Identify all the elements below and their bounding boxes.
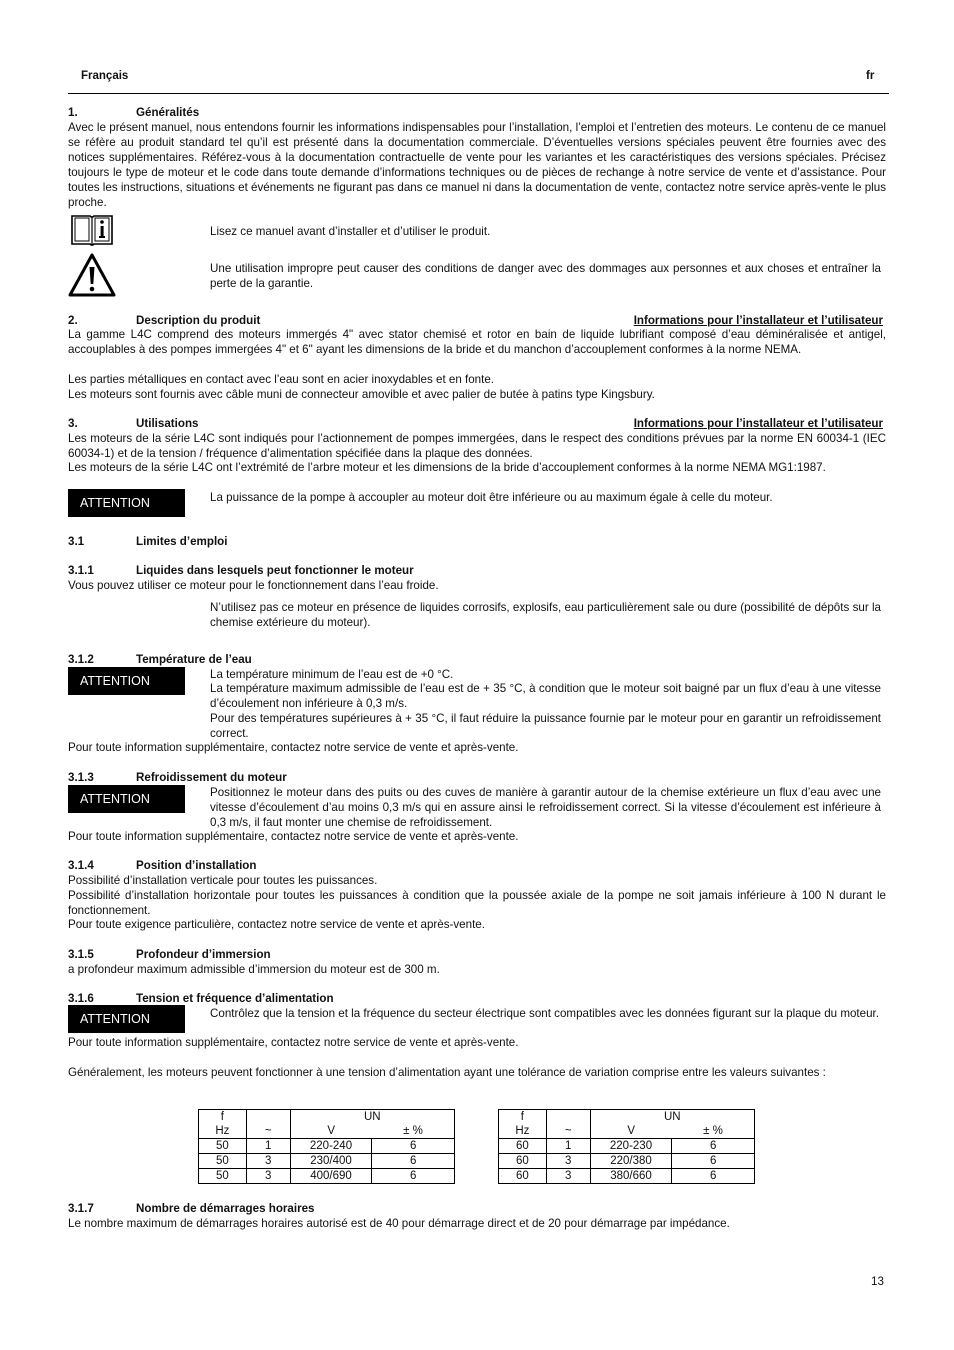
section-number: 3.1.5 [68,948,94,961]
section-number: 1. [68,106,78,119]
section-title: Limites d’emploi [136,535,228,548]
cell-tolerance: 6 [672,1169,755,1184]
attention-badge: ATTENTION [68,667,185,695]
section-number: 3.1.2 [68,653,94,666]
head-un: UN [590,1110,754,1125]
cell-voltage: 400/690 [290,1169,372,1184]
section-2-p2: Les parties métalliques en contact avec l’eau sont en acier inoxydables et en fonte. [68,373,495,386]
section-3-1-heading [68,534,886,549]
cell-phase: 3 [546,1154,590,1169]
cell-tolerance: 6 [672,1139,755,1154]
section-3-1-6-heading [68,991,886,1006]
section-number: 3.1.1 [68,564,94,577]
section-2-p1: La gamme L4C comprend des moteurs immergés 4" avec stator chemisé et rotor en bain de liquide lubrifiant composé d’eau déminéralisée et antigel, accouplables à des pompes immergées 4" et 6" ayant les dimensions de la bride et du manchon d’accouplement conformes à la norme NEMA. [68,328,886,356]
table-row [199,1169,455,1184]
section-title: Refroidissement du moteur [136,771,287,784]
attention-badge: ATTENTION [68,1005,185,1033]
section-title: Généralités [136,106,200,119]
cell-phase: 3 [546,1169,590,1184]
head-v: V [590,1124,672,1139]
section-3-1-5-heading [68,947,886,962]
attention-badge: ATTENTION [68,489,185,517]
section-number: 3.1.7 [68,1202,94,1215]
section-number: 3.1.3 [68,771,94,784]
head-blank [546,1110,590,1125]
warning-icon [68,253,116,301]
section-3-1-4-p2: Possibilité d’installation horizontale pour toutes les puissances à condition que la poussée axiale de la pompe ne soit jamais inférieure à 100 N durant le fonctionnement. [68,889,886,917]
section-3-1-6-after: Pour toute information supplémentaire, contactez notre service de vente et après-vente. [68,1036,519,1049]
voltage-attention-text: Contrôlez que la tension et la fréquence du secteur électrique sont compatibles avec les données figurant sur la plaque du moteur. [210,1007,879,1020]
section-3-1-3-heading [68,770,886,785]
section-3-1-3-after: Pour toute information supplémentaire, contactez notre service de vente et après-vente. [68,830,519,843]
section-3-p1: Les moteurs de la série L4C sont indiqués pour l’actionnement de pompes immergées, dans le respect des conditions prévues par la norme EN 60034-1 (IEC 60034-1) et de la tension / fréquence d’alimentation spécifiée dans la plaque des données. [68,432,886,460]
section-number: 3.1.6 [68,992,94,1005]
section-3-1-7-heading [68,1201,886,1216]
cell-tolerance: 6 [372,1154,455,1169]
section-audience: Informations pour l’installateur et l’utilisateur [633,314,883,327]
warning-notice: Une utilisation impropre peut causer des conditions de danger avec des dommages aux personnes et aux choses et entraîner la perte de la garantie. [210,262,881,290]
section-title: Description du produit [136,314,261,327]
temp-min: La température minimum de l’eau est de +0 °C. [210,668,454,681]
cell-freq: 60 [499,1154,547,1169]
header-language: Français [81,70,129,82]
section-3-1-1-heading [68,563,886,578]
temp-max: La température maximum admissible de l’eau est de + 35 °C, à condition que le moteur soit baigné par un flux d’eau à une vitesse d’écoulement non inférieure à 0,3 m/s. [210,682,881,710]
section-3-1-1-p1: Vous pouvez utiliser ce moteur pour le fonctionnement dans l’eau froide. [68,579,439,592]
section-3-1-1-note: N’utilisez pas ce moteur en présence de liquides corrosifs, explosifs, eau particulièrement sale ou dure (possibilité de dépôts sur la chemise extérieure du moteur). [210,601,881,629]
cell-freq: 60 [499,1139,547,1154]
cell-phase: 3 [246,1154,290,1169]
section-title: Température de l’eau [136,653,252,666]
head-blank [246,1110,290,1125]
cell-phase: 3 [246,1169,290,1184]
read-manual-notice: Lisez ce manuel avant d’installer et d’utiliser le produit. [210,225,491,238]
section-title: Profondeur d’immersion [136,948,271,961]
section-number: 3.1 [68,535,85,548]
cell-phase: 1 [246,1139,290,1154]
attention-badge: ATTENTION [68,785,185,813]
section-3-1-2-after: Pour toute information supplémentaire, contactez notre service de vente et après-vente. [68,741,519,754]
cell-voltage: 220-240 [290,1139,372,1154]
cell-freq: 50 [199,1169,247,1184]
head-v: V [290,1124,372,1139]
section-title: Utilisations [136,417,199,430]
section-number: 2. [68,314,78,327]
section-title: Tension et fréquence d’alimentation [136,992,334,1005]
cell-voltage: 220/380 [590,1154,672,1169]
section-audience: Informations pour l’installateur et l’utilisateur [633,417,883,430]
voltage-table-50hz [198,1109,455,1184]
section-3-heading [68,416,886,431]
head-phase: ~ [546,1124,590,1139]
section-title: Liquides dans lesquels peut fonctionner le moteur [136,564,414,577]
table-row [499,1169,755,1184]
header-rule [68,93,889,94]
section-3-1-4-p3: Pour toute exigence particulière, contactez notre service de vente et après-vente. [68,918,485,931]
section-number: 3.1.4 [68,859,94,872]
cell-voltage: 220-230 [590,1139,672,1154]
cell-tolerance: 6 [372,1139,455,1154]
table-row [199,1154,455,1169]
table-row [199,1139,455,1154]
cell-voltage: 380/660 [590,1169,672,1184]
section-1-heading [68,105,886,120]
read-manual-icon [70,212,114,252]
header-language-code: fr [866,70,875,82]
section-3-p2: Les moteurs de la série L4C ont l’extrémité de l’arbre moteur et les dimensions de la bride d’accouplement conformes à la norme NEMA MG1:1987. [68,461,826,474]
head-f: f [199,1110,247,1125]
cooling-text: Positionnez le moteur dans des puits ou des cuves de manière à garantir autour de la chemise extérieure un flux d’eau avec une vitesse d’écoulement d’au moins 0,3 m/s qui en assure ainsi le refroidissement correct. Si la vitesse d’écoulement est inférieure à 0,3 m/s, il faut monter une chemise de refroidissement. [210,786,881,829]
section-3-1-6-p2: Généralement, les moteurs peuvent fonctionner à une tension d’alimentation ayant une tolérance de variation comprise entre les valeurs suivantes : [68,1066,826,1079]
cell-tolerance: 6 [372,1169,455,1184]
table-row [499,1154,755,1169]
head-tol: ± % [672,1124,755,1139]
cell-voltage: 230/400 [290,1154,372,1169]
temp-above: Pour des températures supérieures à + 35 °C, il faut réduire la puissance fournie par le moteur pour en garantir un refroidissement correct. [210,712,881,740]
section-3-1-2-heading [68,652,886,667]
cell-tolerance: 6 [672,1154,755,1169]
cell-freq: 50 [199,1154,247,1169]
head-tol: ± % [372,1124,455,1139]
page-number: 13 [871,1275,884,1288]
attention-text: La puissance de la pompe à accoupler au moteur doit être inférieure ou au maximum égale à celle du moteur. [210,491,773,504]
table-row [499,1139,755,1154]
section-title: Nombre de démarrages horaires [136,1202,315,1215]
cell-phase: 1 [546,1139,590,1154]
section-title: Position d’installation [136,859,257,872]
section-3-1-7-p1: Le nombre maximum de démarrages horaires autorisé est de 40 pour démarrage direct et de 20 pour démarrage par impédance. [68,1217,730,1230]
section-3-1-4-heading [68,858,886,873]
voltage-table-60hz [498,1109,755,1184]
head-hz: Hz [499,1124,547,1139]
section-1-text: Avec le présent manuel, nous entendons fournir les informations indispensables pour l’installation, l’emploi et l’entretien des moteurs. Le contenu de ce manuel se réfère au produit standard tel qu’il est présenté dans la documentation commerciale. D’éventuelles versions spéciales peuvent être fournies avec des notices supplémentaires. Référez-vous à la documentation contractuelle de vente pour les variantes et les caractéristiques des versions spéciales. Précisez toujours le type de moteur et le code dans toute demande d’informations techniques ou de pièces de rechange à notre service de vente et d’assistance. Pour toutes les instructions, situations et événements ne figurant pas dans ce manuel ni dans la documentation de vente, contactez notre service après-vente le plus proche. [68,121,886,209]
head-hz: Hz [199,1124,247,1139]
section-2-p3: Les moteurs sont fournis avec câble muni de connecteur amovible et avec palier de butée à patins type Kingsbury. [68,388,655,401]
head-phase: ~ [246,1124,290,1139]
cell-freq: 50 [199,1139,247,1154]
cell-freq: 60 [499,1169,547,1184]
head-f: f [499,1110,547,1125]
section-3-1-5-p1: a profondeur maximum admissible d’immersion du moteur est de 300 m. [68,963,440,976]
section-number: 3. [68,417,78,430]
section-2-heading [68,313,886,328]
section-3-1-4-p1: Possibilité d’installation verticale pour toutes les puissances. [68,874,378,887]
head-un: UN [290,1110,454,1125]
